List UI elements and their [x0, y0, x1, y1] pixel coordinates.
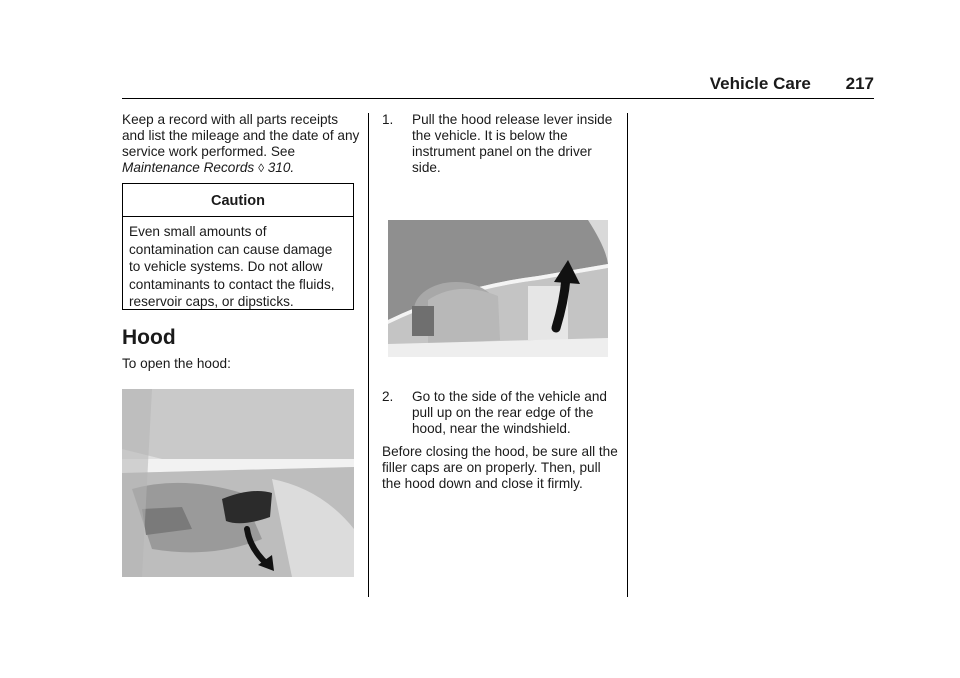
- ref-page: 310: [267, 160, 291, 175]
- column-divider-left: [368, 113, 369, 597]
- ref-text: Maintenance Records: [122, 160, 255, 175]
- maintenance-records-link[interactable]: Maintenance Records ◊ 310.: [122, 160, 295, 175]
- step-text: Go to the side of the vehicle and pull up on the rear edge of the hood, near the windshield.: [412, 389, 607, 436]
- intro-text: Keep a record with all parts receipts and list the mileage and the date of any service work performed. See: [122, 112, 360, 159]
- column-divider-right: [627, 113, 628, 597]
- running-header: [710, 74, 874, 94]
- hood-heading: Hood: [122, 326, 176, 349]
- page-number: 217: [845, 74, 874, 93]
- step-1: [382, 112, 614, 176]
- maintenance-intro: [122, 112, 360, 176]
- step-number: 2.: [382, 389, 394, 404]
- header-rule: [122, 98, 874, 99]
- step-number: 1.: [382, 112, 394, 127]
- section-title: Vehicle Care: [709, 74, 811, 93]
- caution-title: Caution: [123, 184, 353, 217]
- caution-body: Even small amounts of contamination can cause damage to vehicle systems. Do not allow contaminants to contact the fluids, reservoir caps, or dipsticks.: [129, 224, 335, 309]
- caution-box: [122, 183, 354, 310]
- hood-lead: To open the hood:: [122, 356, 231, 371]
- step-text: Pull the hood release lever inside the vehicle. It is below the instrument panel on the driver side.: [412, 112, 613, 175]
- step-2: [382, 389, 614, 437]
- hood-release-lever-figure: [122, 389, 354, 577]
- closing-instructions: Before closing the hood, be sure all the filler caps are on properly. Then, pull the hood down and close it firmly.: [382, 444, 618, 491]
- reference-arrow-icon: ◊: [258, 161, 264, 175]
- hood-lift-figure: [388, 220, 608, 357]
